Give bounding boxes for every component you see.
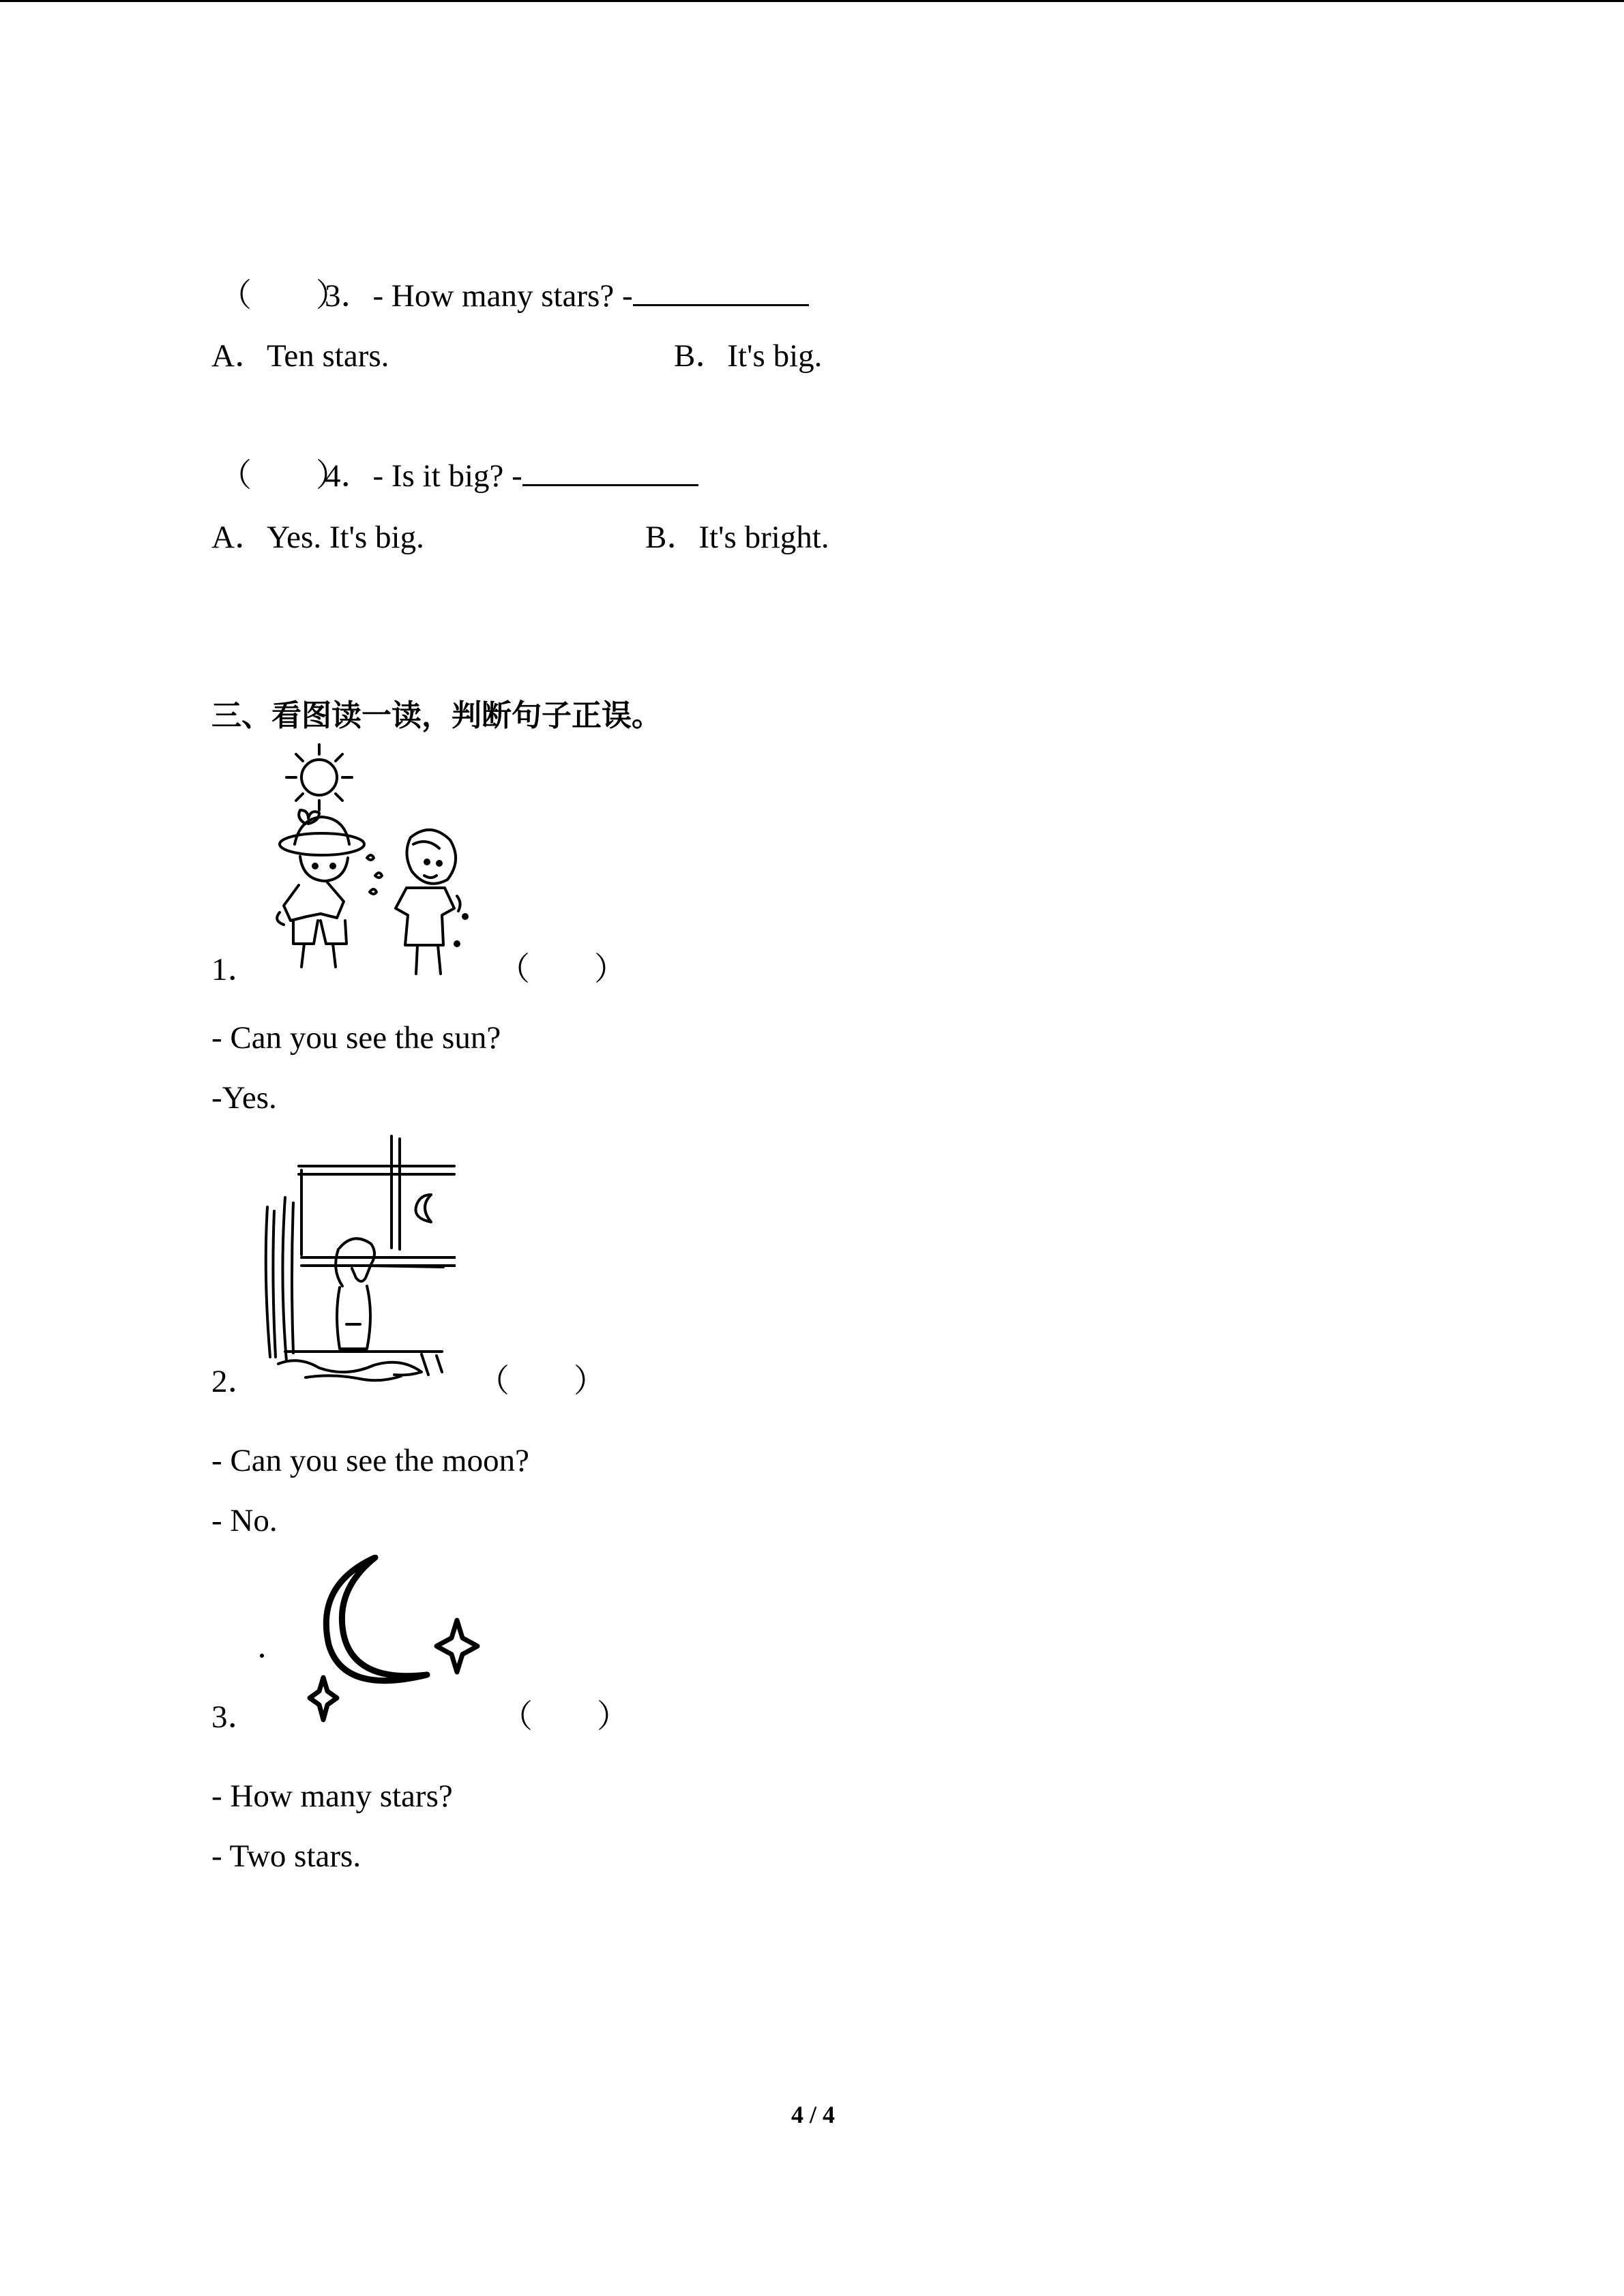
item2-number: 2． [211,1364,260,1399]
item2-question: - Can you see the moon? [211,1443,529,1478]
moon-stars-picture [252,1555,491,1732]
q4-option-b: B．It's bright. [645,520,829,555]
top-border [0,0,1624,2]
q4-option-a: A．Yes. It's big. [211,520,424,555]
q4-answer-blank [522,457,698,486]
item1-number: 1． [211,952,260,987]
item1-question: - Can you see the sun? [211,1020,501,1056]
q3-answer-paren: （ ） [220,278,348,314]
item3-question: - How many stars? [211,1778,453,1814]
item1-paren: （ ） [498,952,626,987]
q4-label: 4．- Is it big? - [325,458,522,494]
item3-paren: （ ） [501,1699,629,1735]
dog-window-moon-picture [258,1132,456,1391]
q3-question [325,277,809,315]
item1-answer: -Yes. [211,1080,277,1116]
q4-question [325,457,698,495]
page-number: 4 / 4 [791,2101,836,2128]
q3-option-a: A．Ten stars. [211,338,389,374]
q3-option-b: B．It's big. [674,338,823,374]
section-heading: 三、看图读一读，判断句子正误。 [211,698,662,733]
item3-answer: - Two stars. [211,1838,361,1874]
q4-answer-paren: （ ） [220,458,348,494]
q3-answer-blank [633,277,809,306]
item2-paren: （ ） [477,1364,606,1399]
item3-number: 3． [211,1699,260,1735]
q3-label: 3．- How many stars? - [325,278,633,314]
sun-children-picture [252,742,484,981]
item2-answer: - No. [211,1503,278,1538]
